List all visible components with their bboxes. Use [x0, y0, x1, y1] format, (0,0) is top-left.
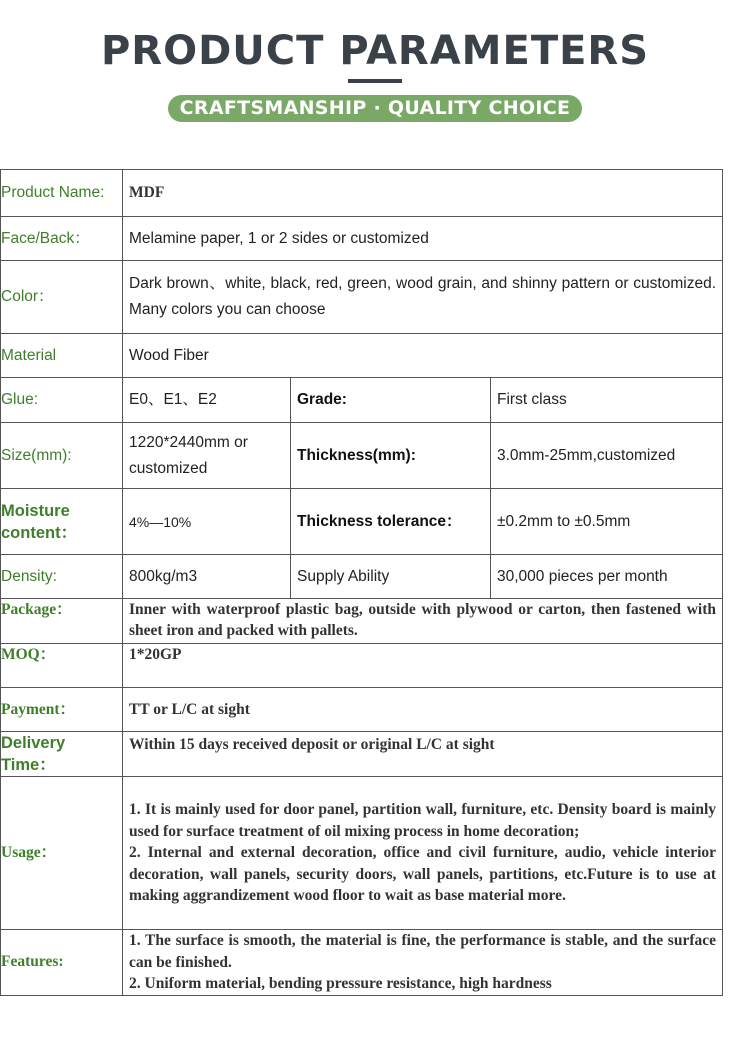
row-label: Moisture content： — [1, 489, 123, 555]
row-label-secondary: Thickness(mm): — [291, 423, 491, 489]
table-row — [1, 644, 723, 688]
row-value: 1*20GP — [123, 644, 723, 688]
row-label-secondary: Grade: — [291, 378, 491, 423]
table-row — [1, 170, 723, 217]
row-label-secondary: Supply Ability — [291, 555, 491, 599]
parameters-table — [0, 169, 723, 996]
table-row — [1, 261, 723, 334]
row-value-secondary: ±0.2mm to ±0.5mm — [491, 489, 723, 555]
row-value: 4%—10% — [123, 489, 291, 555]
row-label: Product Name: — [1, 170, 123, 217]
row-value — [123, 777, 723, 930]
row-value: Wood Fiber — [123, 334, 723, 378]
table-row — [1, 555, 723, 599]
row-label: Face/Back： — [1, 217, 123, 261]
table-row — [1, 423, 723, 489]
table-row — [1, 217, 723, 261]
table-row — [1, 732, 723, 777]
row-value: Melamine paper, 1 or 2 sides or customized — [123, 217, 723, 261]
usage-line: 2. Internal and external decoration, office and civil furniture, audio, vehicle interior decoration, wall panels, security doors, wall panels, partitions, etc.Future is to use at making aggrandizement wood floor to wait as base material more. — [129, 844, 717, 905]
table-row — [1, 688, 723, 732]
row-label: Material — [1, 334, 123, 378]
features-line: 2. Uniform material, bending pressure resistance, high hardness — [129, 975, 552, 992]
row-label: Color： — [1, 261, 123, 334]
row-value — [123, 930, 723, 996]
row-label: Package： — [1, 599, 123, 644]
row-label: Density: — [1, 555, 123, 599]
row-value: 1220*2440mm or customized — [123, 423, 291, 489]
row-value: Within 15 days received deposit or original L/C at sight — [123, 732, 723, 777]
row-label: Size(mm): — [1, 423, 123, 489]
row-label: Features: — [1, 930, 123, 996]
row-value-secondary: First class — [491, 378, 723, 423]
row-value: Inner with waterproof plastic bag, outside with plywood or carton, then fastened with sheet iron and packed with pallets. — [123, 599, 723, 644]
usage-line: 1. It is mainly used for door panel, partition wall, furniture, etc. Density board is mainly used for surface treatment of oil mixing process in home decoration; — [129, 801, 717, 840]
row-label: Payment： — [1, 688, 123, 732]
page-title: PRODUCT PARAMETERS — [100, 28, 650, 74]
table-row — [1, 599, 723, 644]
table-row — [1, 777, 723, 930]
table-row — [1, 334, 723, 378]
row-value-secondary: 3.0mm-25mm,customized — [491, 423, 723, 489]
row-value: 800kg/m3 — [123, 555, 291, 599]
row-value: Dark brown、white, black, red, green, wood grain, and shinny pattern or customized. Many colors you can choose — [123, 261, 723, 334]
table-row — [1, 930, 723, 996]
features-line: 1. The surface is smooth, the material is fine, the performance is stable, and the surface can be finished. — [129, 932, 717, 971]
row-value: MDF — [123, 170, 723, 217]
row-label: MOQ： — [1, 644, 123, 688]
row-label: Usage： — [1, 777, 123, 930]
title-underline — [348, 79, 402, 83]
row-value: E0、E1、E2 — [123, 378, 291, 423]
table-row — [1, 489, 723, 555]
row-label: Delivery Time： — [1, 732, 123, 777]
row-label-secondary: Thickness tolerance： — [291, 489, 491, 555]
subtitle-banner: CRAFTSMANSHIP · QUALITY CHOICE — [168, 95, 582, 122]
row-label: Glue: — [1, 378, 123, 423]
table-row — [1, 378, 723, 423]
row-value-secondary: 30,000 pieces per month — [491, 555, 723, 599]
row-value: TT or L/C at sight — [123, 688, 723, 732]
